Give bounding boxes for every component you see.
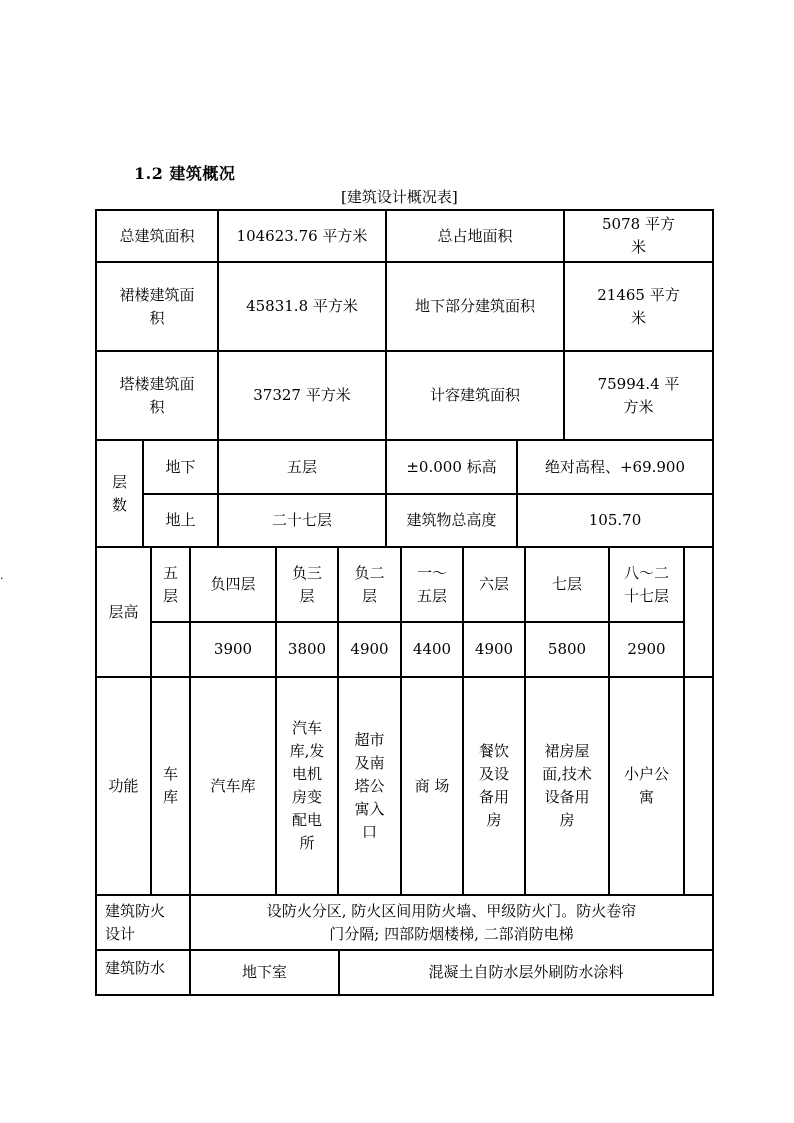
building-height-value: 105.70 (517, 494, 713, 547)
waterproof-value: 混凝土自防水层外刷防水涂料 (339, 950, 713, 995)
function-cell: 商 场 (401, 677, 463, 895)
empty-cell (684, 547, 713, 677)
level-header: 负四层 (190, 547, 276, 622)
fire-design-value: 设防火分区, 防火区间用防火墙、甲级防火门。防火卷帘 门分隔; 四部防烟楼梯, 二部消防电梯 (190, 895, 713, 950)
building-height-label: 建筑物总高度 (386, 494, 517, 547)
below-ground-label: 地下 (143, 440, 218, 494)
height-value: 4400 (401, 622, 463, 677)
above-ground-value: 二十七层 (218, 494, 386, 547)
elevation-value: 绝对高程、+69.900 (517, 440, 713, 494)
margin-mark: · (0, 572, 4, 585)
footprint-value: 5078 平方 米 (564, 210, 713, 262)
tower-area-label: 塔楼建筑面 积 (96, 351, 218, 440)
level-header: 一～ 五层 (401, 547, 463, 622)
function-cell: 小户公 寓 (609, 677, 684, 895)
empty-cell (684, 677, 713, 895)
function-cell: 汽车 库,发 电机 房变 配电 所 (276, 677, 338, 895)
level-header: 五 层 (151, 547, 190, 622)
floors-label: 层 数 (96, 440, 143, 547)
fire-design-label: 建筑防火 设计 (96, 895, 190, 950)
level-header: 负二 层 (338, 547, 401, 622)
height-value: 5800 (525, 622, 609, 677)
level-header: 负三 层 (276, 547, 338, 622)
height-value: 3900 (190, 622, 276, 677)
podium-area-label: 裙楼建筑面 积 (96, 262, 218, 351)
height-value: 2900 (609, 622, 684, 677)
height-value: 4900 (338, 622, 401, 677)
far-area-value: 75994.4 平 方米 (564, 351, 713, 440)
height-value (151, 622, 190, 677)
underground-area-value: 21465 平方 米 (564, 262, 713, 351)
level-header: 六层 (463, 547, 525, 622)
tower-area-value: 37327 平方米 (218, 351, 386, 440)
section-heading: 1.2 建筑概况 (134, 164, 236, 183)
table-caption: [建筑设计概况表] (341, 188, 458, 206)
elevation-label: ±0.000 标高 (386, 440, 517, 494)
level-header: 七层 (525, 547, 609, 622)
function-cell: 车 库 (151, 677, 190, 895)
level-header: 八～二 十七层 (609, 547, 684, 622)
function-cell: 超市 及南 塔公 寓入 口 (338, 677, 401, 895)
function-cell: 汽车库 (190, 677, 276, 895)
waterproof-label: 建筑防水 (96, 950, 190, 995)
height-value: 4900 (463, 622, 525, 677)
far-area-label: 计容建筑面积 (386, 351, 564, 440)
function-cell: 餐饮 及设 备用 房 (463, 677, 525, 895)
below-ground-value: 五层 (218, 440, 386, 494)
height-value: 3800 (276, 622, 338, 677)
underground-area-label: 地下部分建筑面积 (386, 262, 564, 351)
function-label: 功能 (96, 677, 151, 895)
podium-area-value: 45831.8 平方米 (218, 262, 386, 351)
waterproof-location: 地下室 (190, 950, 339, 995)
total-area-value: 104623.76 平方米 (218, 210, 386, 262)
storey-height-label: 层高 (96, 547, 151, 677)
above-ground-label: 地上 (143, 494, 218, 547)
function-cell: 裙房屋 面,技术 设备用 房 (525, 677, 609, 895)
footprint-label: 总占地面积 (386, 210, 564, 262)
total-area-label: 总建筑面积 (96, 210, 218, 262)
